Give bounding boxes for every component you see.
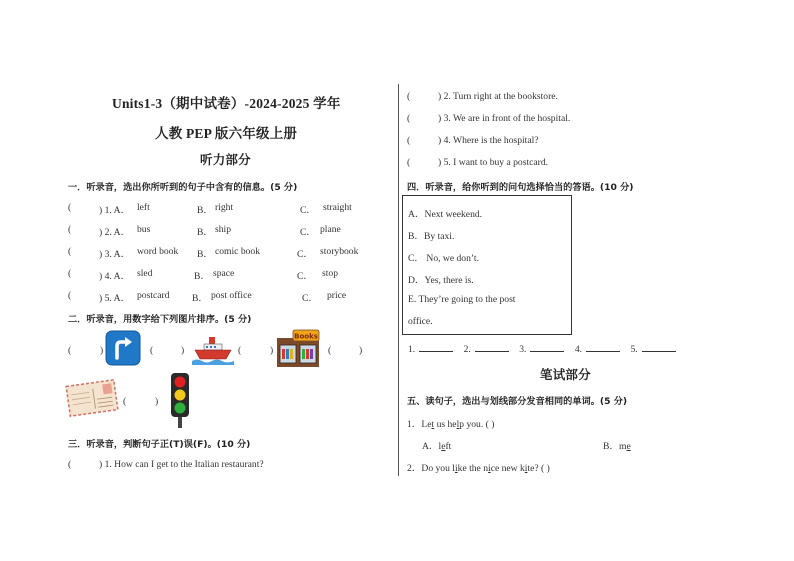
answer-option: E. They’re going to the post	[408, 294, 516, 305]
option-b: right	[215, 202, 234, 213]
option-c-label: C．	[297, 249, 313, 260]
underlined-letter: e	[626, 441, 631, 452]
written-part-title: 笔试部分	[540, 367, 591, 382]
option-a: left	[137, 202, 150, 213]
option-c: plane	[320, 224, 341, 235]
option-c: storybook	[320, 246, 359, 257]
option-b-label: B．	[192, 293, 208, 304]
answer-blank[interactable]	[586, 343, 620, 352]
section1-heading: 一．听录音，选出你所听到的句子中含有的信息。(5 分)	[68, 182, 298, 193]
underlined-letter: l	[456, 419, 460, 430]
answer-paren[interactable]: (	[407, 113, 411, 124]
option-c: stop	[322, 268, 338, 279]
blank-number: 2.	[463, 344, 471, 355]
picture-paren-open[interactable]: (	[68, 345, 72, 356]
answer-option: office.	[408, 316, 433, 327]
blank-number: 3.	[519, 344, 527, 355]
question-1: 1．Let us help you. ( )	[407, 419, 495, 430]
question-number: ) 2. A．	[99, 227, 131, 238]
picture-paren-close[interactable]: )	[359, 345, 363, 356]
answer-option: C． No, we don’t.	[408, 253, 479, 264]
underlined-letter: t	[431, 419, 435, 430]
question-number: ) 4. A．	[99, 271, 131, 282]
option-b-label: B．	[194, 271, 210, 282]
question-number: ) 3. A．	[99, 249, 131, 260]
option-c: price	[327, 290, 347, 301]
option-c-label: C．	[300, 227, 316, 238]
picture-paren-open[interactable]: (	[123, 396, 127, 407]
blank-number: 5.	[630, 344, 638, 355]
option-a: bus	[137, 224, 151, 235]
underlined-letter: i	[454, 463, 458, 474]
page-subtitle: 人教 PEP 版六年级上册	[155, 126, 298, 141]
option-b: comic book	[215, 246, 261, 257]
option-b-label: B．	[197, 227, 213, 238]
option-a[interactable]: A．left	[422, 441, 452, 452]
option-a: sled	[137, 268, 153, 279]
statement-text: ) 1. How can I get to the Italian restaurant?	[99, 459, 264, 470]
option-b-label: B．	[197, 205, 213, 216]
answer-paren[interactable]: (	[407, 91, 411, 102]
section4-heading: 四．听录音，给你听到的问句选择恰当的答语。(10 分)	[407, 182, 634, 193]
listening-part-title: 听力部分	[200, 152, 251, 167]
answer-paren[interactable]: (	[68, 224, 72, 235]
answer-blank[interactable]	[475, 343, 509, 352]
statement-text: ) 3. We are in front of the hospital.	[438, 113, 571, 124]
answer-paren[interactable]: (	[68, 268, 72, 279]
answer-paren[interactable]: (	[68, 246, 72, 257]
statement-text: ) 5. I want to buy a postcard.	[438, 157, 549, 168]
option-a: word book	[137, 246, 179, 257]
bookstore-sign-text: Books	[294, 332, 318, 341]
bookstore-icon	[275, 328, 321, 368]
answer-blank[interactable]	[419, 343, 453, 352]
picture-paren-open[interactable]: (	[328, 345, 332, 356]
answer-paren[interactable]: (	[407, 157, 411, 168]
underlined-letter: i	[524, 463, 528, 474]
column-divider	[398, 84, 399, 476]
answer-option: D．Yes, there is.	[408, 275, 474, 286]
section2-heading: 二．听录音，用数字给下列图片排序。(5 分)	[68, 314, 252, 325]
option-b: post office	[211, 290, 252, 301]
option-c: straight	[323, 202, 352, 213]
section3-heading: 三．听录音，判断句子正(T)误(F)。(10 分)	[68, 439, 251, 450]
traffic-light-icon	[165, 372, 195, 428]
answer-paren[interactable]: (	[68, 459, 72, 470]
picture-paren-close[interactable]: )	[181, 345, 185, 356]
answer-option: A．Next weekend.	[408, 209, 483, 220]
option-b[interactable]: B．me	[603, 441, 631, 452]
underlined-letter: e	[441, 441, 446, 452]
picture-paren-close[interactable]: )	[270, 345, 274, 356]
section5-heading: 五、读句子，选出与划线部分发音相同的单词。(5 分)	[407, 396, 628, 407]
option-a: postcard	[137, 290, 170, 301]
option-b-label: B．	[197, 249, 213, 260]
option-c-label: C．	[297, 271, 313, 282]
answer-option: B．By taxi.	[408, 231, 455, 242]
picture-paren-open[interactable]: (	[150, 345, 154, 356]
option-c-label: C．	[300, 205, 316, 216]
answer-paren[interactable]: (	[68, 290, 72, 301]
answer-paren[interactable]: (	[68, 202, 72, 213]
option-b: space	[213, 268, 235, 279]
question-number: ) 5. A．	[99, 293, 131, 304]
answer-blank[interactable]	[642, 343, 676, 352]
blank-number: 4.	[574, 344, 583, 355]
ship-icon	[192, 335, 234, 365]
picture-paren-open[interactable]: (	[238, 345, 242, 356]
statement-text: ) 2. Turn right at the bookstore.	[438, 91, 558, 102]
underlined-letter: i	[488, 463, 491, 474]
postcard-icon	[64, 377, 120, 419]
blank-number: 1.	[408, 344, 416, 355]
page-title: Units1-3（期中试卷）-2024-2025 学年	[112, 96, 341, 111]
option-b: ship	[215, 224, 231, 235]
statement-text: ) 4. Where is the hospital?	[438, 135, 539, 146]
turn-right-sign-icon	[105, 330, 141, 366]
question-number: ) 1. A．	[99, 205, 131, 216]
answer-blanks-row	[408, 343, 684, 355]
answer-blank[interactable]	[530, 343, 564, 352]
answer-paren[interactable]: (	[407, 135, 411, 146]
question-2: 2．Do you like the nice new kite? ( )	[407, 463, 550, 474]
picture-paren-close[interactable]: )	[155, 396, 159, 407]
picture-paren-close[interactable]: )	[100, 345, 104, 356]
option-c-label: C．	[302, 293, 318, 304]
